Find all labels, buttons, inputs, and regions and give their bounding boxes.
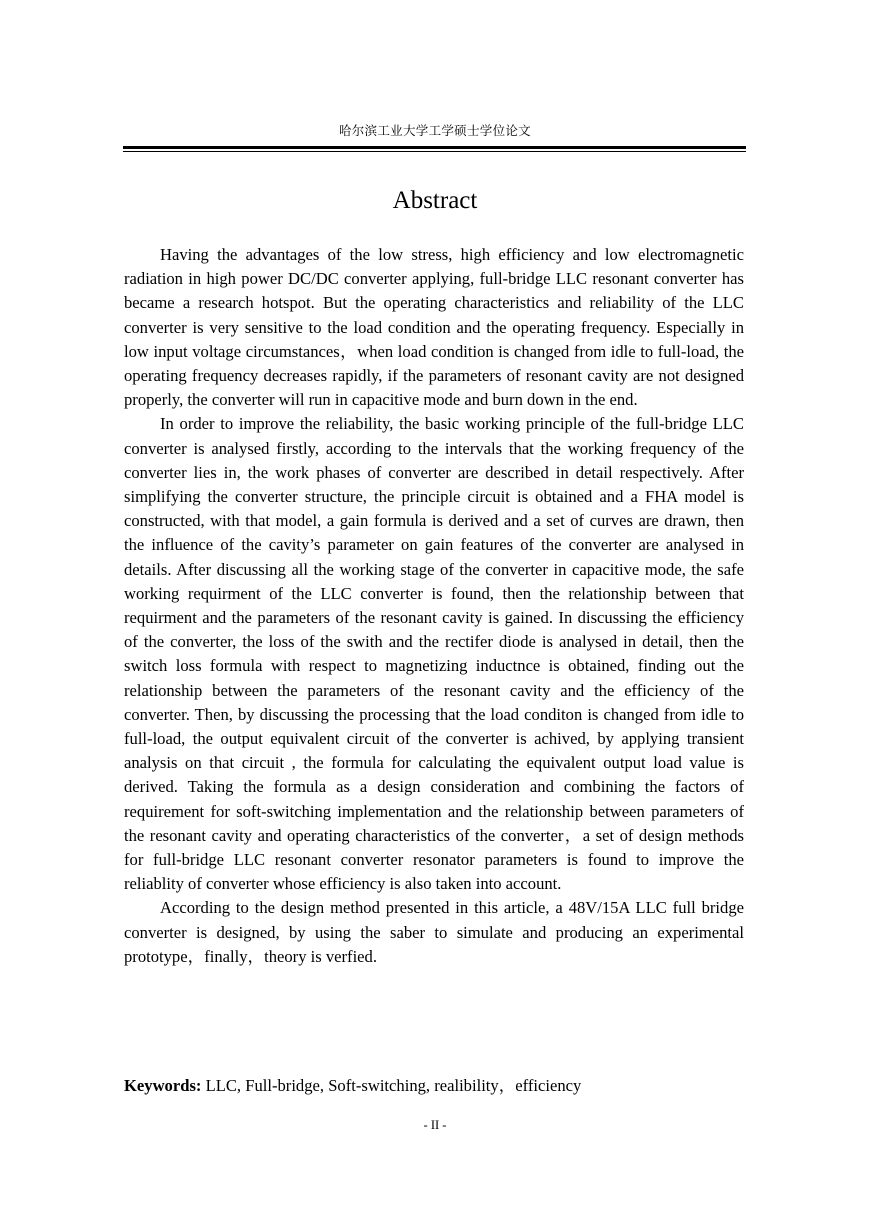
keywords-line <box>124 1074 744 1098</box>
header-double-rule <box>123 146 746 154</box>
abstract-paragraph-1: Having the advantages of the low stress, high efficiency and low electromagnetic radiation in high power DC/DC converter applying, full-bridge LLC resonant converter has became a research hotspot. But the operating characteristics and reliability of the LLC converter is very sensitive to the load condition and the operating frequency. Especially in low input voltage circumstances，when load condition is changed from idle to full-load, the operating frequency decreases rapidly, if the parameters of resonant cavity are not designed properly, the converter will run in capacitive mode and burn down in the end. <box>124 245 744 410</box>
header-rule-thick <box>123 146 746 149</box>
running-header: 哈尔滨工业大学工学硕士学位论文 <box>338 124 531 138</box>
page-number: - II - <box>423 1118 447 1132</box>
abstract-body <box>124 243 744 969</box>
abstract-paragraph-2: In order to improve the reliability, the basic working principle of the full-bridge LLC converter is analysed firstly, according to the intervals that the working frequency of the converter lies in, the work phases of converter are described in detail respectively. After simplifying the converter structure, the principle circuit is obtained and a FHA model is constructed, with that model, a gain formula is derived and a set of curves are drawn, then the influence of the cavity’s parameter on gain features of the converter are analysed in details. After discussing all the working stage of the converter in capacitive mode, the safe working requirment of the LLC converter is found, then the relationship between that requirment and the parameters of the resonant cavity is gained. In discussing the efficiency of the converter, the loss of the swith and the rectifer diode is analysed in detail, then the switch loss formula with respect to magnetizing inductnce is obtained, finding out the relationship between the parameters of the resonant cavity and the efficiency of the converter. Then, by discussing the processing that the load conditon is changed from idle to full-load, the output equivalent circuit of the converter is achived, by applying transient analysis on that circuit , the formula for calculating the equivalent output load value is derived. Taking the formula as a design consideration and combining the factors of requirement for soft-switching implementation and the relationship between parameters of the resonant cavity and operating characteristics of the converter，a set of design methods for full-bridge LLC resonant converter resonator parameters is found to improve the reliablity of converter whose efficiency is also taken into account. <box>124 414 744 894</box>
abstract-paragraph-3: According to the design method presented in this article, a 48V/15A LLC full bridge converter is designed, by using the saber to simulate and producing an experimental prototype，finally，theory is verfied. <box>124 898 744 966</box>
keywords-label: Keywords: <box>124 1076 202 1095</box>
header-rule-thin <box>123 151 746 152</box>
abstract-title: Abstract <box>392 187 478 214</box>
keywords-text: LLC, Full-bridge, Soft-switching, realibility，efficiency <box>205 1076 582 1095</box>
